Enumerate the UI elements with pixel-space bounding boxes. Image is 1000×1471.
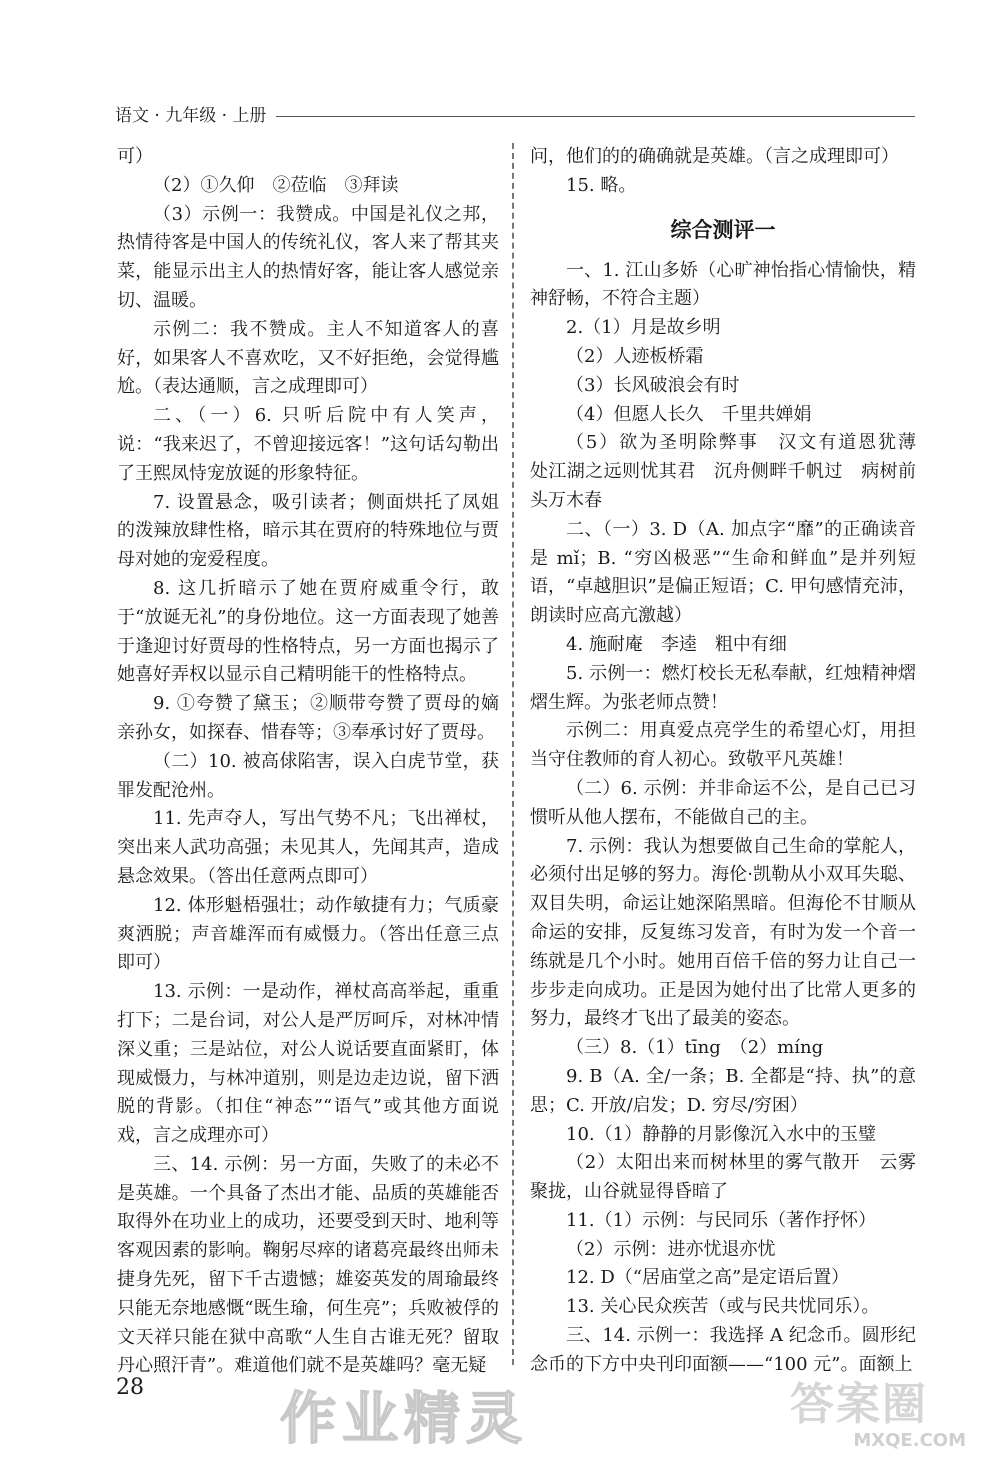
answer-paragraph: 11. 先声夺人，写出气势不凡；飞出禅杖，突出来人武功高强；未见其人，先闻其声，造成悬念效果。（答出任意两点即可） [117,808,499,887]
logo-text: 答案圈 [790,1379,928,1430]
answer-paragraph: （3）示例一：我赞成。中国是礼仪之邦，热情待客是中国人的传统礼仪，客人来了帮其夹菜，能显示出主人的热情好客，能让客人感觉亲切、温暖。 [117,203,499,311]
answer-paragraph: 15. 略。 [566,174,637,196]
page-number: 28 [116,1375,144,1400]
answer-paragraph: 10.（1）静静的月影像沉入水中的玉璧 [566,1123,877,1145]
answer-paragraph: 三、14. 示例一：我选择 A 纪念币。圆形纪念币的下方中央刊印面额——“100 元”。面额上 [530,1325,916,1375]
answer-paragraph: （2）太阳出来而树林里的雾气散开 云雾聚拢，山谷就显得昏暗了 [530,1152,916,1203]
answer-paragraph: 一、1. 江山多娇（心旷神怡指心情愉快，精神舒畅，不符合主题） [530,259,916,310]
answer-paragraph: 2.（1）月是故乡明 [566,317,721,339]
answer-paragraph: 12. D（“居庙堂之高”是定语后置） [566,1267,850,1289]
answer-paragraph: 7. 设置悬念，吸引读者；侧面烘托了凤姐的泼辣放肆性格，暗示其在贾府的特殊地位与贾母对她的宠爱程度。 [117,491,499,571]
answer-paragraph: （三）8.（1）tīng （2）míng [566,1037,824,1059]
answer-paragraph: 5. 示例一：燃灯校长无私奉献，红烛精神熠熠生辉。为张老师点赞！ [530,662,916,713]
answer-paragraph: （二）6. 示例：并非命运不公，是自己已习惯听从他人摆布，不能做自己的主。 [530,777,916,828]
answer-paragraph: （2）人迹板桥霜 [566,345,704,367]
answer-paragraph: 7. 示例：我认为想要做自己生命的掌舵人，必须付出足够的努力。海伦·凯勒从小双耳失聪、双目失明，命运让她深陷黑暗。但海伦不甘顺从命运的安排，反复练习发音，有时为发一个音一练就是几个小时。她用百倍千倍的努力让自己一步步走向成功。正是因为她付出了比常人更多的努力，最终才飞出了最美的姿态。 [530,835,916,1030]
answer-paragraph: 可） [117,146,153,167]
logo-url: MXQE.COM [853,1430,966,1451]
answer-paragraph: 4. 施耐庵 李逵 粗中有细 [566,633,787,655]
column-divider [512,143,514,1365]
right-column-answers [530,257,934,1380]
answer-paragraph: （二）10. 被高俅陷害，误入白虎节堂，获罪发配沧州。 [117,750,499,801]
left-column [117,143,499,1381]
answer-paragraph: 二、（一）6. 只听后院中有人笑声，说：“我来迟了，不曾迎接远客！”这句话勾勒出了王熙凤恃宠放诞的形象特征。 [117,405,499,484]
answer-paragraph: （3）长风破浪会有时 [566,374,740,396]
answer-paragraph: （4）但愿人长久 千里共婵娟 [566,403,812,425]
answer-paragraph: 13. 关心民众疾苦（或与民共忧同乐）。 [566,1296,880,1318]
answer-paragraph: 示例二：我不赞成。主人不知道客人的喜好，如果客人不喜欢吃，又不好拒绝，会觉得尴尬。（表达通顺，言之成理即可） [117,318,499,398]
answer-paragraph: （5）欲为圣明除弊事 汉文有道恩犹薄 处江湖之远则忧其君 沉舟侧畔千帆过 病树前头万木春 [530,432,934,511]
site-logo [790,1380,980,1460]
answer-paragraph: 示例二：用真爱点亮学生的希望心灯，用担当守住教师的育人初心。致敬平凡英雄！ [530,720,916,771]
answer-paragraph: 二、（一）3. D（A. 加点字“靡”的正确读音是 mǐ；B. “穷凶极恶”“生命和鲜血”是并列短语，“卓越胆识”是偏正短语；C. 甲句感情充沛，朗读时应高亢激越） [530,518,916,627]
answer-paragraph: 问，他们的的确确就是英雄。（言之成理即可） [530,146,899,167]
answer-paragraph: 11.（1）示例：与民同乐（著作抒怀） [566,1209,877,1231]
answer-paragraph: （2）示例：进亦忧退亦忧 [566,1238,776,1260]
running-header [115,100,915,126]
right-column-continuation [530,143,916,201]
header-title: 语文 · 九年级 · 上册 [115,105,267,126]
answer-paragraph: 8. 这几折暗示了她在贾府威重令行，敢于“放诞无礼”的身份地位。这一方面表现了她善于逢迎讨好贾母的性格特点，另一方面也揭示了她喜好弄权以显示自己精明能干的性格特点。 [117,577,499,686]
answer-paragraph: 13. 示例：一是动作，禅杖高高举起，重重打下；二是台词，对公人是严厉呵斥，对林冲情深义重；三是站位，对公人说话要直面紧盯，体现威慑力，与林冲道别，则是边走边说，留下洒脱的背影。（扣住“神态”“语气”或其他方面说戏，言之成理亦可） [117,981,499,1147]
section-title: 综合测评一 [670,216,776,242]
header-rule [276,116,915,117]
answer-paragraph: 三、14. 示例：另一方面，失败了的未必不是英雄。一个具备了杰出才能、品质的英雄能否取得外在功业上的成功，还要受到天时、地利等客观因素的影响。鞠躬尽瘁的诸葛亮最终出师未捷身先死，留下千古遗憾；雄姿英发的周瑜最终只能无奈地感慨“既生瑜，何生亮”；兵败被俘的文天祥只能在狱中高歌“人生自古谁无死？留取丹心照汗青”。难道他们就不是英雄吗？毫无疑 [117,1153,499,1377]
answer-paragraph: 9. ①夸赞了黛玉；②顺带夸赞了贾母的嫡亲孙女，如探春、惜春等；③奉承讨好了贾母。 [117,693,499,743]
watermark: 作业精灵 [280,1387,528,1452]
answer-paragraph: 12. 体形魁梧强壮；动作敏捷有力；气质豪爽洒脱；声音雄浑而有威慑力。（答出任意三点即可） [117,894,499,974]
answer-paragraph: （2）①久仰 ②莅临 ③拜读 [153,174,399,196]
answer-paragraph: 9. B（A. 全/一条；B. 全都是“持、执”的意思；C. 开放/启发；D. 穷尽/穷困） [530,1065,916,1116]
right-column [530,143,934,1380]
